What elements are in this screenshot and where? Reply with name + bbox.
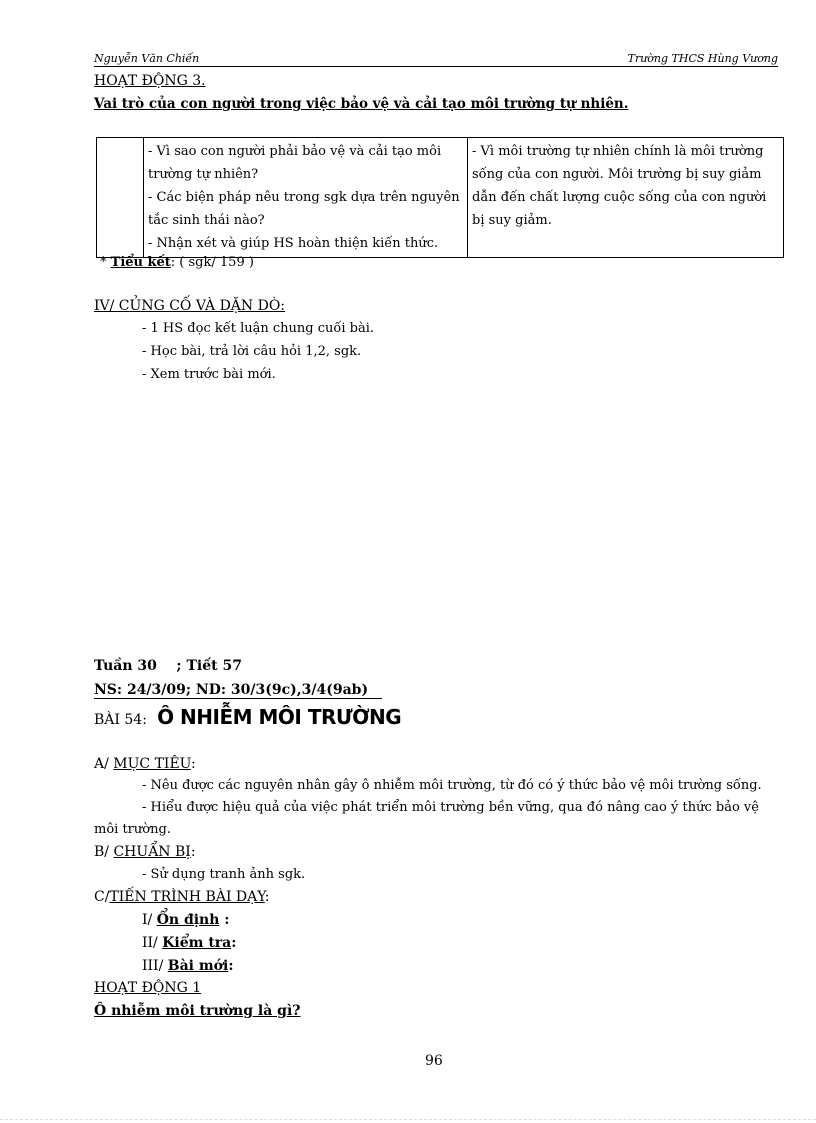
sectionA-title: MỤC TIÊU xyxy=(113,756,191,772)
activity3-title: Vai trò của con người trong việc bảo vệ và cải tạo môi trường tự nhiên. xyxy=(94,96,629,112)
student-line: - Vì môi trường tự nhiên chính là môi trường xyxy=(472,144,764,159)
summary-label: Tiểu kết xyxy=(110,255,171,270)
page-number: 96 xyxy=(425,1053,443,1069)
teacher-line: - Nhận xét và giúp HS hoàn thiện kiến thức. xyxy=(148,236,439,251)
section4-item: - 1 HS đọc kết luận chung cuối bài. xyxy=(142,321,374,336)
step-suffix: : xyxy=(219,912,230,928)
lesson-label: BÀI 54: xyxy=(94,712,147,728)
sectionA-line: - Nêu được các nguyên nhân gây ô nhiễm môi trường, từ đó có ý thức bảo vệ môi trường sống. xyxy=(142,778,762,793)
lesson-week-period xyxy=(94,658,242,674)
sectionB-title: CHUẨN BỊ xyxy=(113,844,191,860)
sectionC-step xyxy=(142,912,229,928)
sectionB-suffix: : xyxy=(190,844,196,860)
summary-text: : ( sgk/ 159 ) xyxy=(170,255,254,270)
activity-table xyxy=(96,137,784,258)
activity1-title: Ô nhiễm môi trường là gì? xyxy=(94,1003,301,1019)
header-school: Trường THCS Hùng Vương xyxy=(627,52,778,65)
student-line: dẫn đến chất lượng cuộc sống của con người xyxy=(472,190,767,205)
student-activity-cell xyxy=(468,138,784,258)
sectionA-suffix: : xyxy=(190,756,196,772)
step-label: Bài mới xyxy=(167,958,229,974)
header-divider xyxy=(94,66,778,67)
teacher-activity-cell xyxy=(144,138,468,258)
step-num: III/ xyxy=(142,958,168,974)
sectionB-line: - Sử dụng tranh ảnh sgk. xyxy=(142,867,306,882)
table-empty-cell xyxy=(97,138,144,258)
sectionB-prefix: B/ xyxy=(94,844,114,860)
lesson-title: Ô NHIỄM MÔI TRƯỜNG xyxy=(157,705,402,729)
sectionC-suffix: : xyxy=(264,889,270,905)
sectionC-step xyxy=(142,958,234,974)
teacher-line: - Vì sao con người phải bảo vệ và cải tạo môi xyxy=(148,144,442,159)
lesson-dates: NS: 24/3/09; ND: 30/3(9c),3/4(9ab) xyxy=(94,682,382,699)
sectionA-heading xyxy=(94,756,196,772)
sectionC-step xyxy=(142,935,236,951)
sectionB-heading xyxy=(94,844,196,860)
student-line: bị suy giảm. xyxy=(472,213,552,228)
teacher-line: - Các biện pháp nêu trong sgk dựa trên nguyên xyxy=(148,190,460,205)
student-line: sống của con người. Môi trường bị suy giảm xyxy=(472,167,762,182)
sectionA-prefix: A/ xyxy=(94,756,114,772)
step-label: Ổn định xyxy=(156,912,220,928)
step-num: I/ xyxy=(142,912,157,928)
sectionA-line: - Hiểu được hiệu quả của việc phát triển môi trường bền vững, qua đó nâng cao ý thức bảo vệ xyxy=(142,800,759,815)
sectionC-title: TIẾN TRÌNH BÀI DẠY xyxy=(109,889,265,905)
sectionA-line: môi trường. xyxy=(94,822,171,837)
header-author: Nguyễn Văn Chiến xyxy=(94,52,200,65)
teacher-line: tắc sinh thái nào? xyxy=(148,213,265,228)
step-suffix: : xyxy=(231,935,237,951)
lesson-period: ; Tiết 57 xyxy=(176,658,242,674)
lesson-week: Tuần 30 xyxy=(94,658,157,674)
step-num: II/ xyxy=(142,935,163,951)
step-label: Kiểm tra xyxy=(162,935,232,951)
sectionC-heading xyxy=(94,889,270,905)
activity1-heading: HOẠT ĐỘNG 1 xyxy=(94,980,202,996)
activity3-heading: HOẠT ĐỘNG 3. xyxy=(94,73,206,89)
lesson-title-row xyxy=(94,705,401,729)
sectionC-prefix: C/ xyxy=(94,889,110,905)
summary xyxy=(100,255,254,270)
section4-item: - Xem trước bài mới. xyxy=(142,367,276,382)
section4-item: - Học bài, trả lời câu hỏi 1,2, sgk. xyxy=(142,344,362,359)
summary-prefix: * xyxy=(100,255,111,270)
page-edge-divider xyxy=(0,1119,816,1120)
step-suffix: : xyxy=(228,958,234,974)
teacher-line: trường tự nhiên? xyxy=(148,167,259,182)
section4-heading: IV/ CỦNG CỐ VÀ DẶN DÒ: xyxy=(94,298,286,314)
